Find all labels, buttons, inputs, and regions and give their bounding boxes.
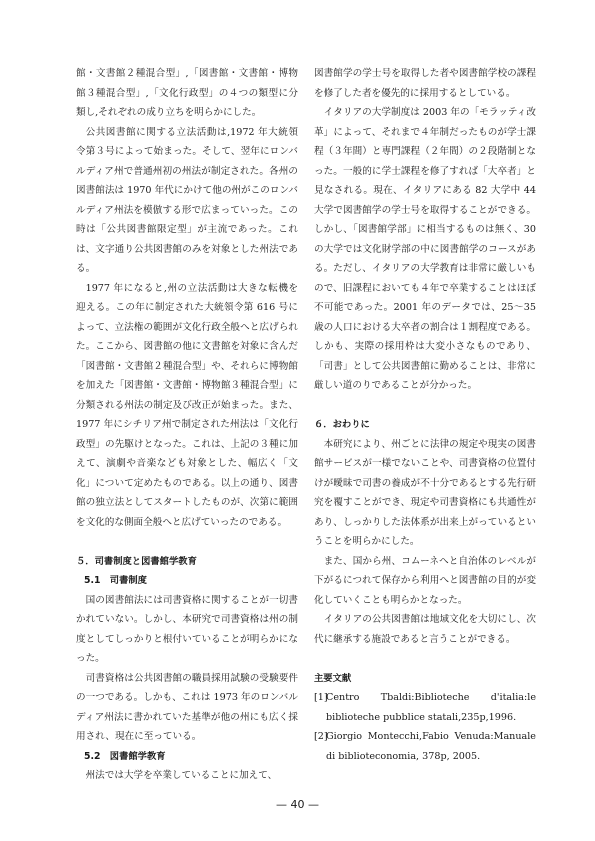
subsection-heading-5-1: 5.1 司書制度 (84, 575, 147, 586)
paragraph: イタリアの大学制度は 2003 年の「モラッティ改革」によって、それまで４年制だったものが学士課程（３年間）と専門課程（２年間）の２段階制となった。一般的に学士課程を修了すれば「大卒者」と見なされる。現在、イタリアにある 82 大学中 44 大学で図書館学の学士号を取得することができる。しかし、「図書館学部」に相当するものは無く、30 の大学では文化財学部の中に図書館学のコースがある。ただし、イタリアの大学教育は非常に厳しいもので、旧課程においても４年で卒業することはほぼ不可能であった。2001 年のデータでは、25～35 歳の人口における大卒者の割合は１割程度である。しかも、実際の採用枠は大変小さなものであり、「司書」として公共図書館に勤めることは、非常に厳しい道のりであることが分かった。 (314, 107, 536, 391)
section-heading-6: ６．おわりに (314, 419, 370, 430)
right-column (314, 64, 536, 766)
reference-number: [1] (314, 692, 328, 703)
paragraph: 司書資格は公共図書館の職員採用試験の受験要件の一つである。しかも、これは 1973 年のロンバルディア州法に書かれていた基準が他の州にも広く採用され、現在に至っている。 (76, 672, 298, 742)
paragraph: 州法では大学を卒業していることに加えて、 (85, 770, 278, 781)
left-column (76, 64, 298, 786)
paragraph: 公共図書館に関する立法活動は,1972 年大統領令第３号によって始まった。そして、翌年にロンバルディア州で普通州初の州法が制定された。各州の図書館法は 1970 年代にかけて他の州がこのロンバルディア州法を模倣する形で広まっていった。この時は「公共図書館限定型」が主流であった。これは、文字通り公共図書館のみを対象とした州法である。 (76, 126, 298, 274)
reference-text: Giorgio Montecchi,Fabio Venuda:Manuale di biblioteconomia, 378p, 2005. (326, 731, 536, 762)
paragraph: 図書館学の学士号を取得した者や図書館学校の課程を修了した者を優先的に採用するとしている。 (314, 68, 536, 99)
references-heading: 主要文献 (314, 672, 352, 684)
subsection-heading-5-2: 5.2 図書館学教育 (84, 750, 166, 762)
paragraph: 館・文書館２種混合型」,「図書館・文書館・博物館３種混合型」,「文化行政型」の４つの類型に分類し,それぞれの成り立ちを明らかにした。 (76, 68, 298, 118)
reference-text: Centro Tbaldi:Biblioteche d'italia:le biblioteche pubblice statali,235p,1996. (326, 692, 536, 723)
paragraph: 国の図書館法には司書資格に関することが一切書かれていない。しかし、本研究で司書資格は州の制度としてしっかりと根付いていることが明らかになった。 (76, 594, 298, 664)
paragraph: 1977 年になると,州の立法活動は大きな転機を迎える。この年に制定された大統領令第 616 号によって、立法権の範囲が文化行政全般へと広げられた。ここから、図書館の他に文書館を対象に含んだ「図書館・文書館２種混合型」や、それらに博物館を加えた「図書館・文書館・博物館３種混合型」に分類される州法の制定及び改正が始まった。また、1977 年にシチリア州で制定された州法は「文化行政型」の先駆けとなった。これは、上記の３種に加えて、演劇や音楽なども対象とした、幅広く「文化」について定めたものである。以上の通り、図書館の独立法としてスタートしたものが、次第に範囲を文化的な側面全般へと広げていったのである。 (76, 282, 298, 528)
reference-item (314, 688, 536, 727)
page-number: — 40 — (276, 798, 319, 811)
reference-number: [2] (314, 731, 328, 742)
section-heading-5: ５．司書制度と図書館学教育 (76, 555, 197, 567)
paragraph: 本研究により、州ごとに法律の規定や現実の図書館サービスが一様でないことや、司書資格の位置付けが曖昧で司書の養成が不十分であるとする先行研究を覆すことができ、現定や司書資格にも共通性があり、しっかりした法体系が出来上がっているということを明らかにした。 (314, 438, 536, 547)
reference-item (314, 727, 536, 766)
paragraph: また、国から州、コムーネへと自治体のレベルが下がるにつれて保存から利用へと図書館の目的が変化していくことも明らかとなった。 (314, 555, 536, 606)
paragraph: イタリアの公共図書館は地域文化を大切にし、次代に継承する施設であると言うことができる。 (314, 614, 536, 645)
